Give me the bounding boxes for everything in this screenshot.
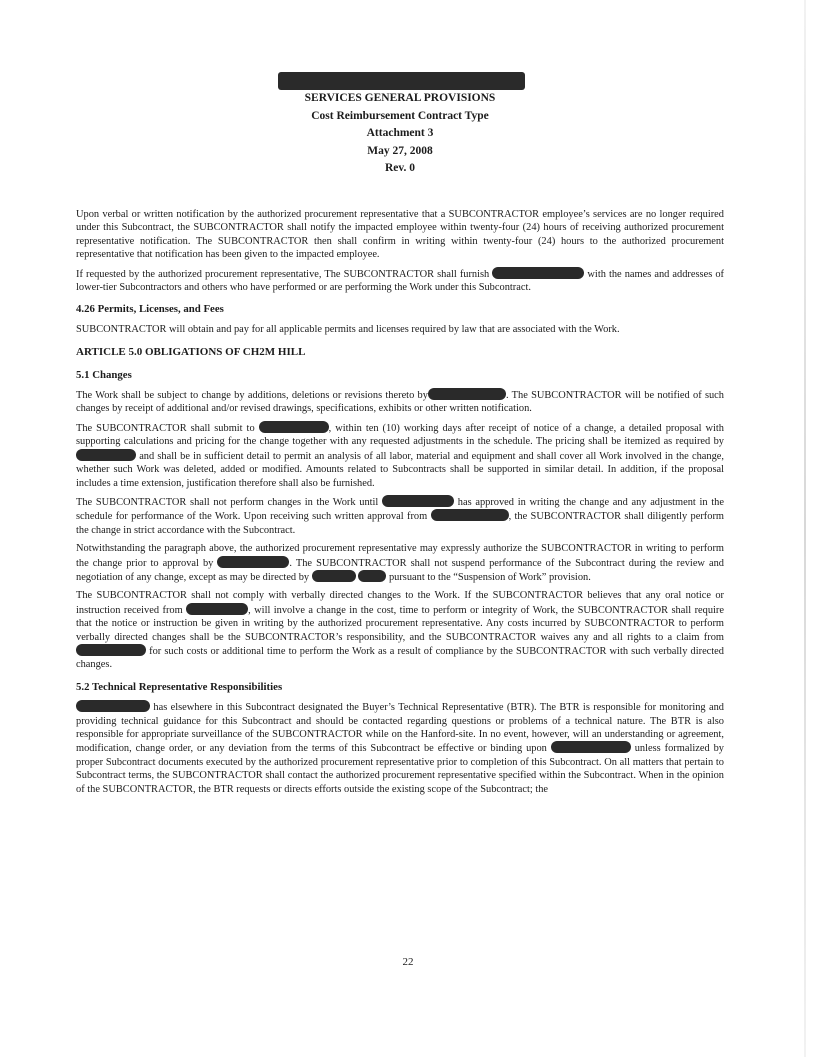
paragraph-btr-responsibilities: has elsewhere in this Subcontract designated the Buyer’s Technical Representative (BTR). The BTR is responsible for monitoring and providing technical guidance for this Subcontract and should be contacted regarding questions or problems of a technical nature. The BTR is also responsible for appropriate surveillance of the SUBCONTRACTOR while on the Hanford-site. In no event, however, will an understanding or agreement, modification, change order, or any deviation from the terms of this Subcontract be effective or binding upon unless formalized by proper Subcontract documents executed by the authorized procurement representative prior to completion of this Subcontract. On all matters that pertain to Subcontract terms, the SUBCONTRACTOR shall contact the authorized procurement representative specified within the Subcontract. When in the opinion of the SUBCONTRACTOR, the BTR requests or directs efforts outside the existing scope of the Subcontract; the xyxy=(76,702,724,795)
redaction xyxy=(428,388,506,400)
paragraph-prior-authorization: Notwithstanding the paragraph above, the authorized procurement representative may expressly authorize the SUBCONTRACTOR in writing to perform the change prior to approval by . The SUBCONTRACTOR shall not suspend performance of the Subcontract during the review and negotiation of any change, except as may be directed by pursuant to the “Suspension of Work” provision. xyxy=(76,543,724,583)
scan-edge xyxy=(804,0,806,1057)
heading-title: SERVICES GENERAL PROVISIONS xyxy=(304,92,496,104)
heading-contract-type: Cost Reimbursement Contract Type xyxy=(311,109,489,122)
article-heading-5: ARTICLE 5.0 OBLIGATIONS OF CH2M HILL xyxy=(76,346,306,359)
section-heading-4-26: 4.26 Permits, Licenses, and Fees xyxy=(76,303,224,316)
paragraph-verbal-changes: The SUBCONTRACTOR shall not comply with verbally directed changes to the Work. If the SUBCONTRACTOR believes that any oral notice or instruction received from , will involve a change in the cost, time to perform or integrity of Work, the SUBCONTRACTOR shall require that the notice or instruction be given in writing by the authorized procurement representative. Any costs incurred by SUBCONTRACTOR to perform verbally directed changes shall be the SUBCONTRACTOR’s responsibility, and the SUBCONTRACTOR waives any and all rights to a claim from for such costs or additional time to perform the Work as a result of compliance by the SUBCONTRACTOR with such verbally directed changes. xyxy=(76,590,724,671)
redaction xyxy=(551,741,631,753)
page-number: 22 xyxy=(402,956,414,968)
redaction xyxy=(312,570,356,582)
paragraph-permits: SUBCONTRACTOR will obtain and pay for all applicable permits and licenses required by law that are associated with the Work. xyxy=(76,323,620,335)
redaction xyxy=(76,644,146,656)
redaction xyxy=(76,449,136,461)
paragraph-changes-subject: The Work shall be subject to change by additions, deletions or revisions thereto by . The SUBCONTRACTOR will be notified of such changes by receipt of additional and/or revised drawings, specifications, exhibits or other written notification. xyxy=(76,390,724,415)
redaction xyxy=(382,495,454,507)
paragraph-change-approval: The SUBCONTRACTOR shall not perform changes in the Work until has approved in writing the change and any adjustment in the schedule for performance of the Work. Upon receiving such written approval from , the SUBCONTRACTOR shall diligently perform the change in strict accordance with the Subcontract. xyxy=(76,496,724,536)
redaction xyxy=(358,570,386,582)
section-heading-5-2: 5.2 Technical Representative Responsibilities xyxy=(76,680,283,693)
paragraph-employee-notification: Upon verbal or written notification by the authorized procurement representative that a SUBCONTRACTOR employee’s services are no longer required under this Subcontract, the SUBCONTRACTOR shall notify the impacted employee within twenty-four (24) hours of receiving authorized procurement representative notification. The SUBCONTRACTOR then shall confirm in writing within twenty-four (24) hours to the authorized procurement representative that notification has been given to the impacted employee. xyxy=(76,209,724,261)
heading-date: May 27, 2008 xyxy=(367,144,433,157)
redaction xyxy=(217,556,289,568)
header-redaction xyxy=(278,72,525,90)
document-heading xyxy=(250,90,550,178)
redaction xyxy=(76,700,150,712)
heading-revision: Rev. 0 xyxy=(384,162,416,174)
redaction xyxy=(431,509,509,521)
paragraph-lower-tier-list: If requested by the authorized procurement representative, The SUBCONTRACTOR shall furnish with the names and addresses of lower-tier Subcontractors and others who have performed or are performing the Work under this Subcontract. xyxy=(76,268,724,294)
redaction xyxy=(186,603,248,615)
paragraph-change-proposal: The SUBCONTRACTOR shall submit to , within ten (10) working days after receipt of notice of a change, a detailed proposal with supporting calculations and pricing for the change together with any requested adjustments in the schedule. The pricing shall be itemized as required by and shall be in sufficient detail to permit an analysis of all labor, material and equipment and shall cover all Work involved in the change, whether such Work was deleted, added or modified. Amounts related to Subcontracts shall be supported in similar detail. In addition, if the proposal includes a time extension, justification therefore shall also be furnished. xyxy=(76,422,724,489)
section-heading-5-1: 5.1 Changes xyxy=(76,368,132,381)
heading-attachment: Attachment 3 xyxy=(366,127,434,139)
redaction xyxy=(492,267,584,279)
redaction xyxy=(259,421,329,433)
document-body xyxy=(76,208,724,801)
